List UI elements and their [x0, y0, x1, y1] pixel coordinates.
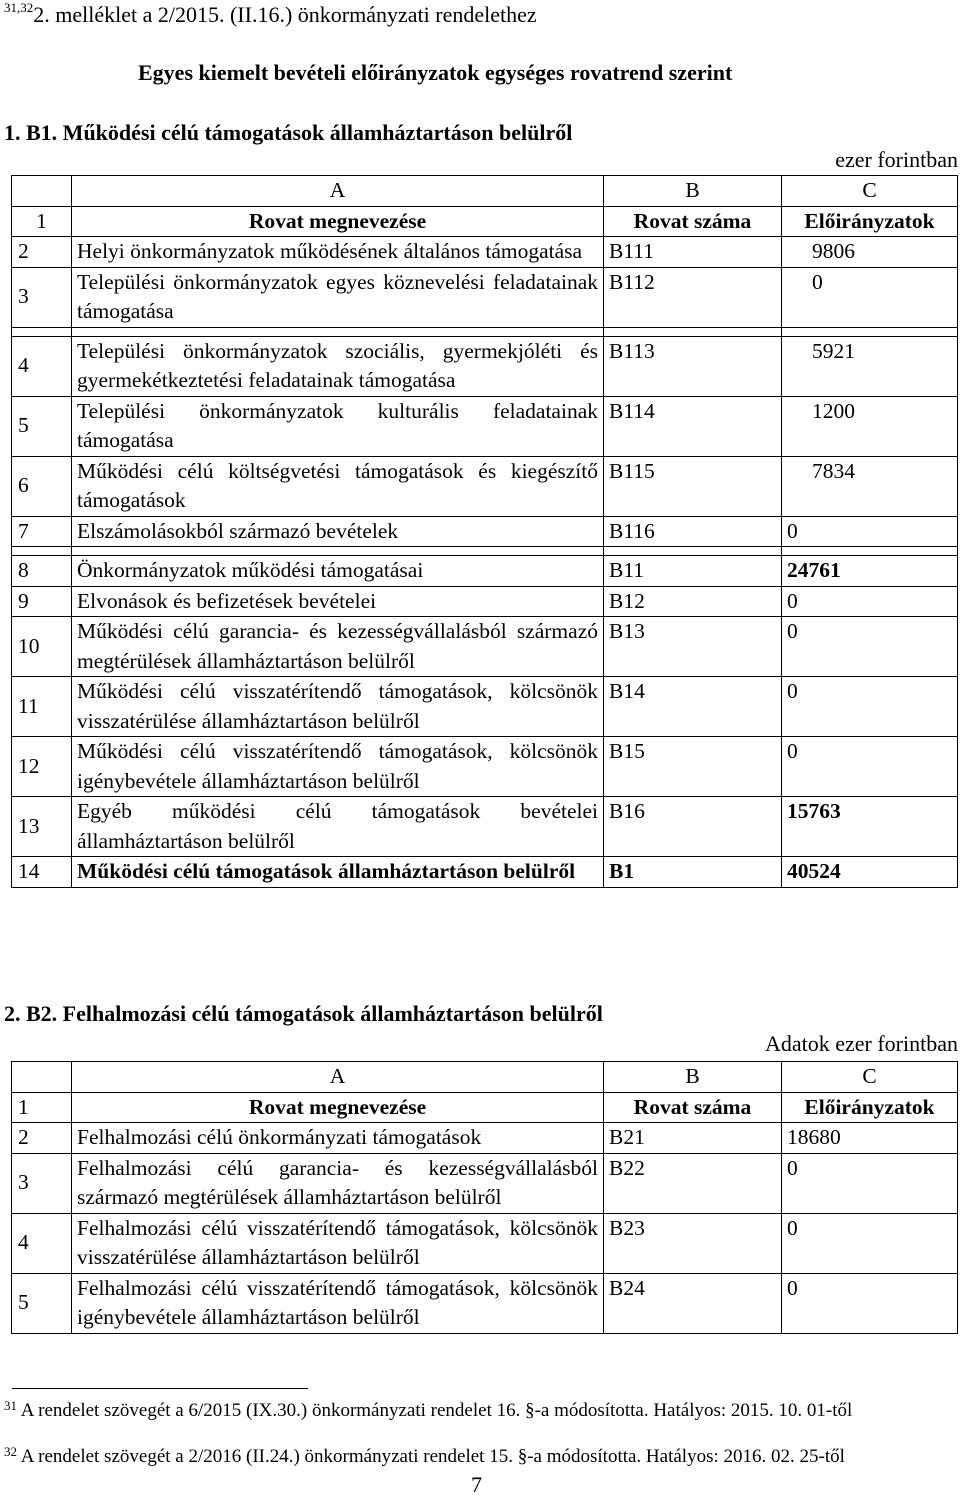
row-value: 0 [782, 737, 958, 797]
row-num: 5 [12, 1273, 72, 1333]
row-num: 12 [12, 737, 72, 797]
column-letter-row [12, 1062, 958, 1093]
row-name: Egyéb működési célú támogatások bevételei államháztartáson belülről [72, 797, 604, 857]
row-name: Önkormányzatok működési támogatásai [72, 556, 604, 587]
table-row [12, 617, 958, 677]
row-name: Elszámolásokból származó bevételek [72, 516, 604, 547]
row-value: 0 [782, 267, 958, 327]
footnote-mark: 31 [4, 1398, 17, 1413]
row-num: 3 [12, 267, 72, 327]
row-name: Elvonások és befizetések bevételei [72, 586, 604, 617]
row-num: 4 [12, 336, 72, 396]
row-num: 2 [12, 1123, 72, 1154]
header-num: 1 [12, 1092, 72, 1123]
row-code: B13 [604, 617, 782, 677]
row-code: B115 [604, 456, 782, 516]
page-number: 7 [471, 1472, 482, 1497]
row-value: 0 [782, 516, 958, 547]
row-num: 9 [12, 586, 72, 617]
row-code: B23 [604, 1213, 782, 1273]
row-value: 7834 [782, 456, 958, 516]
table-row [12, 336, 958, 396]
header-code: Rovat száma [604, 206, 782, 237]
section2-unit: Adatok ezer forintban [764, 1031, 958, 1056]
row-name: Működési célú visszatérítendő támogatások, kölcsönök visszatérülése államháztartáson belülről [72, 677, 604, 737]
table-row [12, 267, 958, 327]
table-row [12, 586, 958, 617]
table-row [12, 556, 958, 587]
row-value: 24761 [782, 556, 958, 587]
row-name: Felhalmozási célú garancia- és kezességvállalásból származó megtérülések államháztartáson belülről [72, 1153, 604, 1213]
row-num: 4 [12, 1213, 72, 1273]
annex-reference [4, 2, 537, 28]
section2-heading: 2. B2. Felhalmozási célú támogatások államháztartáson belülről [4, 1001, 603, 1026]
row-code: B111 [604, 237, 782, 268]
row-num: 11 [12, 677, 72, 737]
table-row [12, 737, 958, 797]
table-row [12, 456, 958, 516]
row-code: B24 [604, 1273, 782, 1333]
row-num: 6 [12, 456, 72, 516]
row-value: 40524 [782, 857, 958, 888]
section1-table [11, 175, 958, 888]
row-code: B16 [604, 797, 782, 857]
row-code: B11 [604, 556, 782, 587]
row-num: 5 [12, 396, 72, 456]
table-row [12, 857, 958, 888]
row-name: Települési önkormányzatok egyes köznevelési feladatainak támogatása [72, 267, 604, 327]
row-code: B114 [604, 396, 782, 456]
row-value: 0 [782, 1273, 958, 1333]
footnote-text: A rendelet szövegét a 2/2016 (II.24.) önkormányzati rendelet 15. §-a módosította. Hatályos: 2016. 02. 25-től [20, 1446, 845, 1467]
row-code: B1 [604, 857, 782, 888]
row-code: B113 [604, 336, 782, 396]
footnote-mark: 32 [4, 1444, 17, 1459]
row-value: 9806 [782, 237, 958, 268]
col-letter-b: B [604, 1062, 782, 1093]
row-value: 0 [782, 1213, 958, 1273]
row-value: 0 [782, 1153, 958, 1213]
table-row [12, 516, 958, 547]
spacer-row [12, 547, 958, 556]
footnote-32 [4, 1446, 845, 1468]
row-code: B14 [604, 677, 782, 737]
row-num: 8 [12, 556, 72, 587]
row-name: Működési célú garancia- és kezességvállalásból származó megtérülések államháztartáson belülről [72, 617, 604, 677]
row-num: 2 [12, 237, 72, 268]
row-name: Működési célú támogatások államháztartáson belülről [72, 857, 604, 888]
header-num: 1 [12, 206, 72, 237]
row-value: 1200 [782, 396, 958, 456]
header-name: Rovat megnevezése [72, 206, 604, 237]
row-num: 3 [12, 1153, 72, 1213]
spacer-row [12, 327, 958, 336]
footnote-31 [4, 1400, 852, 1422]
table-row [12, 237, 958, 268]
table-row [12, 1153, 958, 1213]
row-name: Felhalmozási célú önkormányzati támogatások [72, 1123, 604, 1154]
table-row [12, 797, 958, 857]
col-letter-c: C [782, 1062, 958, 1093]
column-letter-row [12, 176, 958, 207]
table-row [12, 1123, 958, 1154]
section1-unit: ezer forintban [835, 147, 958, 172]
row-name: Felhalmozási célú visszatérítendő támogatások, kölcsönök visszatérülése államháztartáson belülről [72, 1213, 604, 1273]
footnote-separator [12, 1388, 308, 1389]
row-name: Települési önkormányzatok szociális, gyermekjóléti és gyermekétkeztetési feladatainak támogatása [72, 336, 604, 396]
footnote-text: A rendelet szövegét a 6/2015 (IX.30.) önkormányzati rendelet 16. §-a módosította. Hatályos: 2015. 10. 01-től [20, 1400, 853, 1421]
row-num: 14 [12, 857, 72, 888]
row-value: 5921 [782, 336, 958, 396]
col-letter-a: A [72, 1062, 604, 1093]
row-name: Települési önkormányzatok kulturális feladatainak támogatása [72, 396, 604, 456]
table-row [12, 1213, 958, 1273]
header-code: Rovat száma [604, 1092, 782, 1123]
row-value: 18680 [782, 1123, 958, 1154]
footnote-reference: 31,32 [4, 0, 34, 15]
col-letter-a: A [72, 176, 604, 207]
column-header-row [12, 1092, 958, 1123]
section1-heading: 1. B1. Működési célú támogatások államháztartáson belülről [4, 120, 573, 145]
header-name: Rovat megnevezése [72, 1092, 604, 1123]
row-code: B112 [604, 267, 782, 327]
row-name: Működési célú költségvetési támogatások és kiegészítő támogatások [72, 456, 604, 516]
row-num: 10 [12, 617, 72, 677]
table-row [12, 396, 958, 456]
col-letter-b: B [604, 176, 782, 207]
row-value: 15763 [782, 797, 958, 857]
header-value: Előirányzatok [782, 206, 958, 237]
table-row [12, 677, 958, 737]
col-letter-c: C [782, 176, 958, 207]
column-header-row [12, 206, 958, 237]
row-value: 0 [782, 586, 958, 617]
header-value: Előirányzatok [782, 1092, 958, 1123]
table-row [12, 1273, 958, 1333]
annex-text: 2. melléklet a 2/2015. (II.16.) önkormányzati rendelethez [33, 2, 537, 27]
row-num: 13 [12, 797, 72, 857]
row-name: Felhalmozási célú visszatérítendő támogatások, kölcsönök igénybevétele államháztartáson belülről [72, 1273, 604, 1333]
row-code: B12 [604, 586, 782, 617]
row-code: B116 [604, 516, 782, 547]
row-name: Működési célú visszatérítendő támogatások, kölcsönök igénybevétele államháztartáson belülről [72, 737, 604, 797]
page-title: Egyes kiemelt bevételi előirányzatok egységes rovatrend szerint [138, 60, 733, 85]
row-value: 0 [782, 677, 958, 737]
row-code: B22 [604, 1153, 782, 1213]
row-name: Helyi önkormányzatok működésének általános támogatása [72, 237, 604, 268]
section2-table [11, 1061, 958, 1334]
row-code: B15 [604, 737, 782, 797]
row-value: 0 [782, 617, 958, 677]
row-code: B21 [604, 1123, 782, 1154]
row-num: 7 [12, 516, 72, 547]
